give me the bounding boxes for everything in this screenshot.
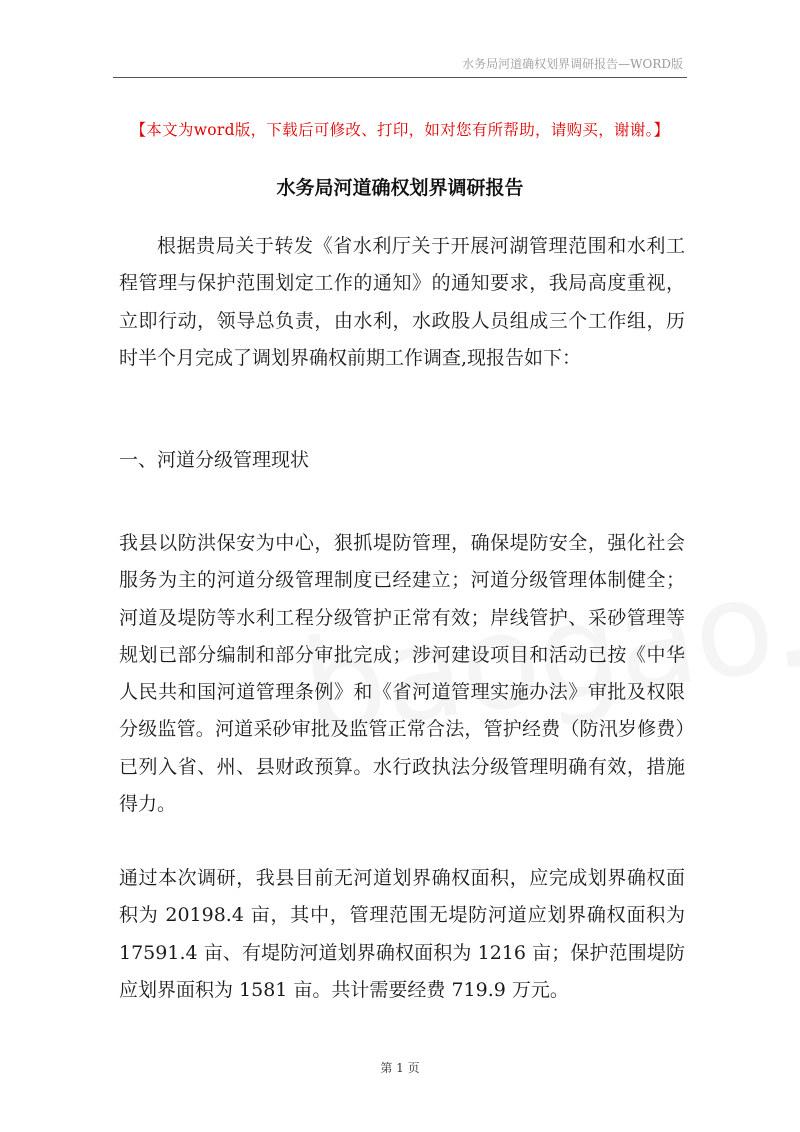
- running-header: 水务局河道确权划界调研报告—WORD版: [462, 57, 683, 71]
- document-title: 水务局河道确权划界调研报告: [276, 177, 524, 199]
- intro-paragraph: 根据贵局关于转发《省水利厅关于开展河湖管理范围和水利工程管理与保护范围划定工作的通知》的通知要求，我局高度重视，立即行动，领导总负责，由水利，水政股人员组成三个工作组，历时半个月完成了调划界确权前期工作调查,现报告如下：: [119, 235, 685, 369]
- section-body-paragraph: 我县以防洪保安为中心，狠抓堤防管理，确保堤防安全，强化社会服务为主的河道分级管理制度已经建立；河道分级管理体制健全；河道及堤防等水利工程分级管护正常有效；岸线管护、采砂管理等规划已部分编制和部分审批完成；涉河建设项目和活动已按《中华人民共和国河道管理条例》和《省河道管理实施办法》审批及权限分级监管。河道采砂审批及监管正常合法，管护经费（防汛岁修费）已列入省、州、县财政预算。水行政执法分级管理明确有效，措施得力。: [119, 532, 685, 816]
- page-number: 第 1 页: [380, 1061, 420, 1075]
- header-divider: [113, 77, 687, 78]
- purchase-notice: 【本文为word版，下载后可修改、打印，如对您有所帮助，请购买，谢谢。】: [130, 121, 670, 139]
- section-heading: 一、河道分级管理现状: [119, 449, 310, 471]
- survey-result-paragraph: 通过本次调研，我县目前无河道划界确权面积，应完成划界确权面积为 20198.4 亩，其中，管理范围无堤防河道应划界确权面积为 17591.4 亩、有堤防河道划界确权面积为 1216 亩；保护范围堤防应划界面积为 1581 亩。共计需要经费 719.9 万元。: [119, 867, 685, 1001]
